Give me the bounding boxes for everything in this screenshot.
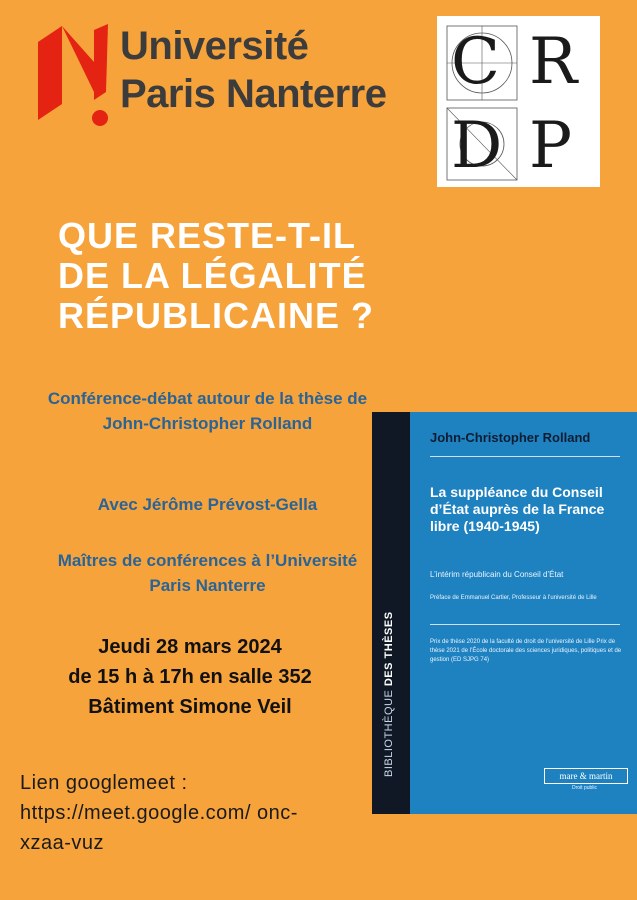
event-building: Bâtiment Simone Veil — [88, 696, 292, 718]
meeting-link-block — [20, 768, 360, 858]
publisher-collection: Droit public — [572, 785, 598, 791]
event-title-line2: DE LA LÉGALITÉ — [58, 255, 367, 296]
university-name-line2: Paris Nanterre — [120, 72, 387, 116]
book-series-label: BIBLIOTHÈQUE — [383, 689, 395, 777]
university-name-line1: Université — [120, 24, 309, 68]
book-spine — [372, 412, 410, 814]
publisher-logo: mare & martin — [544, 768, 628, 784]
book-preface: Préface de Emmanuel Cartier, Professeur à l’université de Lille — [430, 595, 597, 601]
book-title: La suppléance du Conseil d’État auprès de la France libre (1940-1945) — [430, 484, 605, 534]
event-title-line1: QUE RESTE-T-IL — [58, 215, 357, 256]
book-prizes: Prix de thèse 2020 de la faculté de droit de l’université de Lille Prix de thèse 2021 de l’École doctorale des sciences juridiques, politiques et de gestion (ED SJPG 74) — [430, 639, 622, 663]
crdp-letter-r: R — [529, 25, 578, 99]
book-divider — [430, 624, 620, 625]
book-author: John-Christopher Rolland — [430, 430, 591, 445]
event-schedule — [20, 632, 360, 722]
speaker-affiliation: Maîtres de conférences à l’Université Paris Nanterre — [57, 551, 358, 595]
book-subtitle: L’intérim républicain du Conseil d’État — [430, 570, 564, 579]
nanterre-mark-icon — [36, 22, 116, 132]
book-cover — [372, 412, 637, 814]
crdp-letter-p: P — [529, 109, 573, 183]
event-title — [58, 216, 578, 336]
book-series-bold: DES THÈSES — [383, 611, 395, 687]
meeting-link-url[interactable]: https://meet.google.com/ onc-xzaa-vuz — [20, 802, 298, 854]
speaker-line: Avec Jérôme Prévost-Gella — [97, 495, 318, 514]
book-series — [383, 427, 395, 777]
university-name — [120, 22, 386, 118]
conference-description: Conférence-débat autour de la thèse de John-Christopher Rolland — [47, 389, 368, 433]
book-divider — [430, 456, 620, 457]
crdp-letter-c: C — [451, 25, 500, 99]
event-date: Jeudi 28 mars 2024 — [98, 636, 282, 658]
meeting-link-label: Lien googlemeet : — [20, 772, 188, 794]
event-time-room: de 15 h à 17h en salle 352 — [68, 666, 312, 688]
crdp-letter-d: D — [451, 109, 503, 183]
crdp-logo — [437, 16, 600, 187]
event-title-line3: RÉPUBLICAINE ? — [58, 295, 375, 336]
